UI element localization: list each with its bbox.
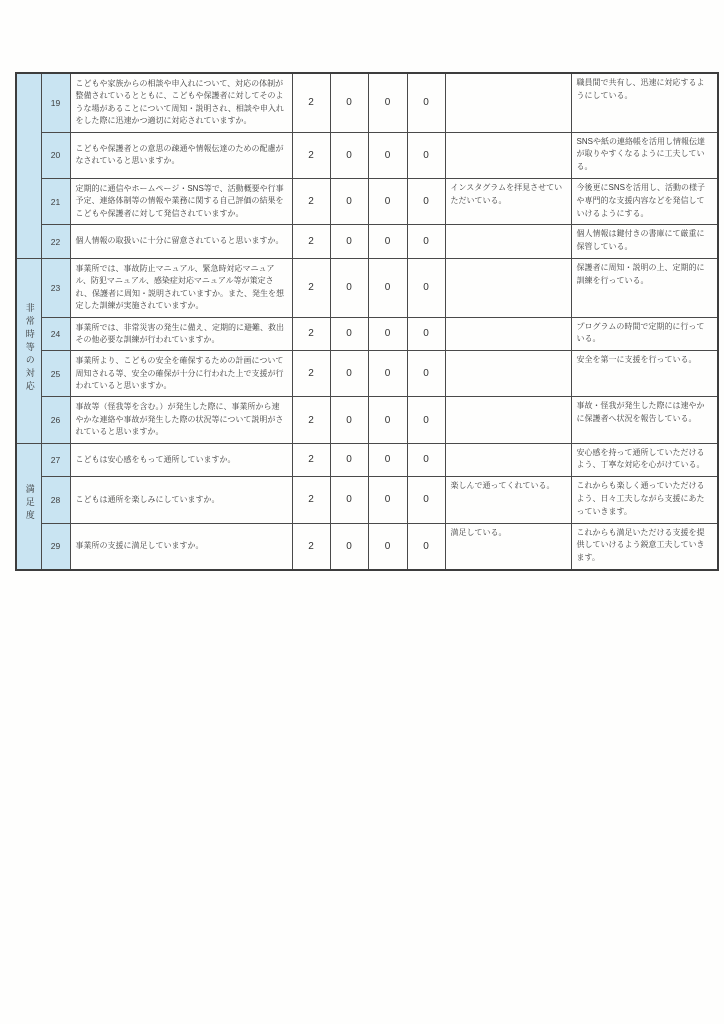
question-text: 事業所では、事故防止マニュアル、緊急時対応マニュアル、防犯マニュアル、感染症対応マニュアル等が策定され、保護者に周知・説明されていますか。また、発生を想定した訓練が実施されていますか。 [70,258,292,317]
table-row [16,258,718,317]
score-value-2: 0 [330,258,368,317]
score-value-4: 0 [407,258,445,317]
evaluation-table [15,72,719,571]
score-value-1: 2 [292,317,330,351]
question-text: こどもは安心感をもって通所していますか。 [70,443,292,477]
table-row [16,73,718,132]
score-value-3: 0 [368,397,407,443]
table-row [16,351,718,397]
score-value-3: 0 [368,225,407,259]
section-label-cell [16,443,41,570]
score-value-1: 2 [292,397,330,443]
question-text: こどもや保護者との意思の疎通や情報伝達のための配慮がなされていると思いますか。 [70,132,292,178]
guardian-comment [445,397,571,443]
score-value-2: 0 [330,225,368,259]
guardian-comment [445,351,571,397]
table-row [16,523,718,570]
score-value-1: 2 [292,443,330,477]
row-number: 26 [41,397,70,443]
score-value-3: 0 [368,258,407,317]
guardian-comment [445,225,571,259]
section-label-cell [16,258,41,443]
row-number: 19 [41,73,70,132]
guardian-comment [445,132,571,178]
row-number: 21 [41,178,70,224]
score-value-4: 0 [407,225,445,259]
score-value-3: 0 [368,132,407,178]
table-row [16,477,718,523]
score-value-1: 2 [292,73,330,132]
score-value-2: 0 [330,523,368,570]
facility-response: 個人情報は鍵付きの書庫にて厳重に保管している。 [571,225,718,259]
guardian-comment [445,73,571,132]
score-value-4: 0 [407,317,445,351]
facility-response: 事故・怪我が発生した際には速やかに保護者へ状況を報告している。 [571,397,718,443]
score-value-2: 0 [330,351,368,397]
question-text: こどもは通所を楽しみにしていますか。 [70,477,292,523]
facility-response: プログラムの時間で定期的に行っている。 [571,317,718,351]
table-row [16,443,718,477]
score-value-4: 0 [407,523,445,570]
score-value-4: 0 [407,178,445,224]
score-value-3: 0 [368,477,407,523]
facility-response: これからも満足いただける支援を提供していけるよう鋭意工夫していきます。 [571,523,718,570]
question-text: 事業所より、こどもの安全を確保するための計画について周知される等、安全の確保が十分に行われた上で支援が行われていると思いますか。 [70,351,292,397]
guardian-comment: 楽しんで通ってくれている。 [445,477,571,523]
score-value-4: 0 [407,351,445,397]
question-text: 事業所では、非常災害の発生に備え、定期的に避難、救出その他必要な訓練が行われていますか。 [70,317,292,351]
score-value-3: 0 [368,178,407,224]
score-value-2: 0 [330,443,368,477]
facility-response: 安心感を持って通所していただけるよう、丁寧な対応を心がけている。 [571,443,718,477]
score-value-4: 0 [407,132,445,178]
score-value-3: 0 [368,523,407,570]
score-value-2: 0 [330,132,368,178]
question-text: 事故等（怪我等を含む。）が発生した際に、事業所から速やかな連絡や事故が発生した際の状況等について説明がされていると思いますか。 [70,397,292,443]
table-row [16,317,718,351]
table-row [16,397,718,443]
row-number: 24 [41,317,70,351]
score-value-2: 0 [330,317,368,351]
score-value-1: 2 [292,178,330,224]
question-text: 個人情報の取扱いに十分に留意されていると思いますか。 [70,225,292,259]
question-text: こどもや家族からの相談や申入れについて、対応の体制が整備されているとともに、こどもや保護者に対してそのような場があることについて周知・説明され、相談や申入れをした際に迅速かつ適切に対応されていますか。 [70,73,292,132]
score-value-1: 2 [292,477,330,523]
row-number: 28 [41,477,70,523]
question-text: 定期的に通信やホームページ・SNS等で、活動概要や行事予定、連絡体制等の情報や業務に関する自己評価の結果をこどもや保護者に対して発信されていますか。 [70,178,292,224]
facility-response: これからも楽しく通っていただけるよう、日々工夫しながら支援にあたっていきます。 [571,477,718,523]
score-value-2: 0 [330,178,368,224]
score-value-1: 2 [292,523,330,570]
question-text: 事業所の支援に満足していますか。 [70,523,292,570]
score-value-2: 0 [330,73,368,132]
facility-response: SNSや紙の連絡帳を活用し情報伝達が取りやすくなるように工夫している。 [571,132,718,178]
score-value-4: 0 [407,73,445,132]
section-label: 満足度 [24,484,35,524]
table-row [16,178,718,224]
guardian-comment: 満足している。 [445,523,571,570]
section-label-cell [16,73,41,258]
facility-response: 今後更にSNSを活用し、活動の様子や専門的な支援内容などを発信していけるようにする。 [571,178,718,224]
score-value-2: 0 [330,397,368,443]
row-number: 29 [41,523,70,570]
section-label: 非常時等の対応 [24,302,35,394]
table-row [16,225,718,259]
guardian-comment: インスタグラムを拝見させていただいている。 [445,178,571,224]
table-row [16,132,718,178]
score-value-3: 0 [368,443,407,477]
row-number: 27 [41,443,70,477]
guardian-comment [445,258,571,317]
score-value-4: 0 [407,477,445,523]
row-number: 23 [41,258,70,317]
facility-response: 職員間で共有し、迅速に対応するようにしている。 [571,73,718,132]
score-value-4: 0 [407,397,445,443]
row-number: 20 [41,132,70,178]
score-value-3: 0 [368,317,407,351]
facility-response: 安全を第一に支援を行っている。 [571,351,718,397]
guardian-comment [445,443,571,477]
score-value-4: 0 [407,443,445,477]
score-value-1: 2 [292,132,330,178]
score-value-2: 0 [330,477,368,523]
score-value-1: 2 [292,258,330,317]
row-number: 25 [41,351,70,397]
row-number: 22 [41,225,70,259]
score-value-1: 2 [292,351,330,397]
guardian-comment [445,317,571,351]
score-value-3: 0 [368,73,407,132]
score-value-3: 0 [368,351,407,397]
facility-response: 保護者に周知・説明の上、定期的に訓練を行っている。 [571,258,718,317]
score-value-1: 2 [292,225,330,259]
